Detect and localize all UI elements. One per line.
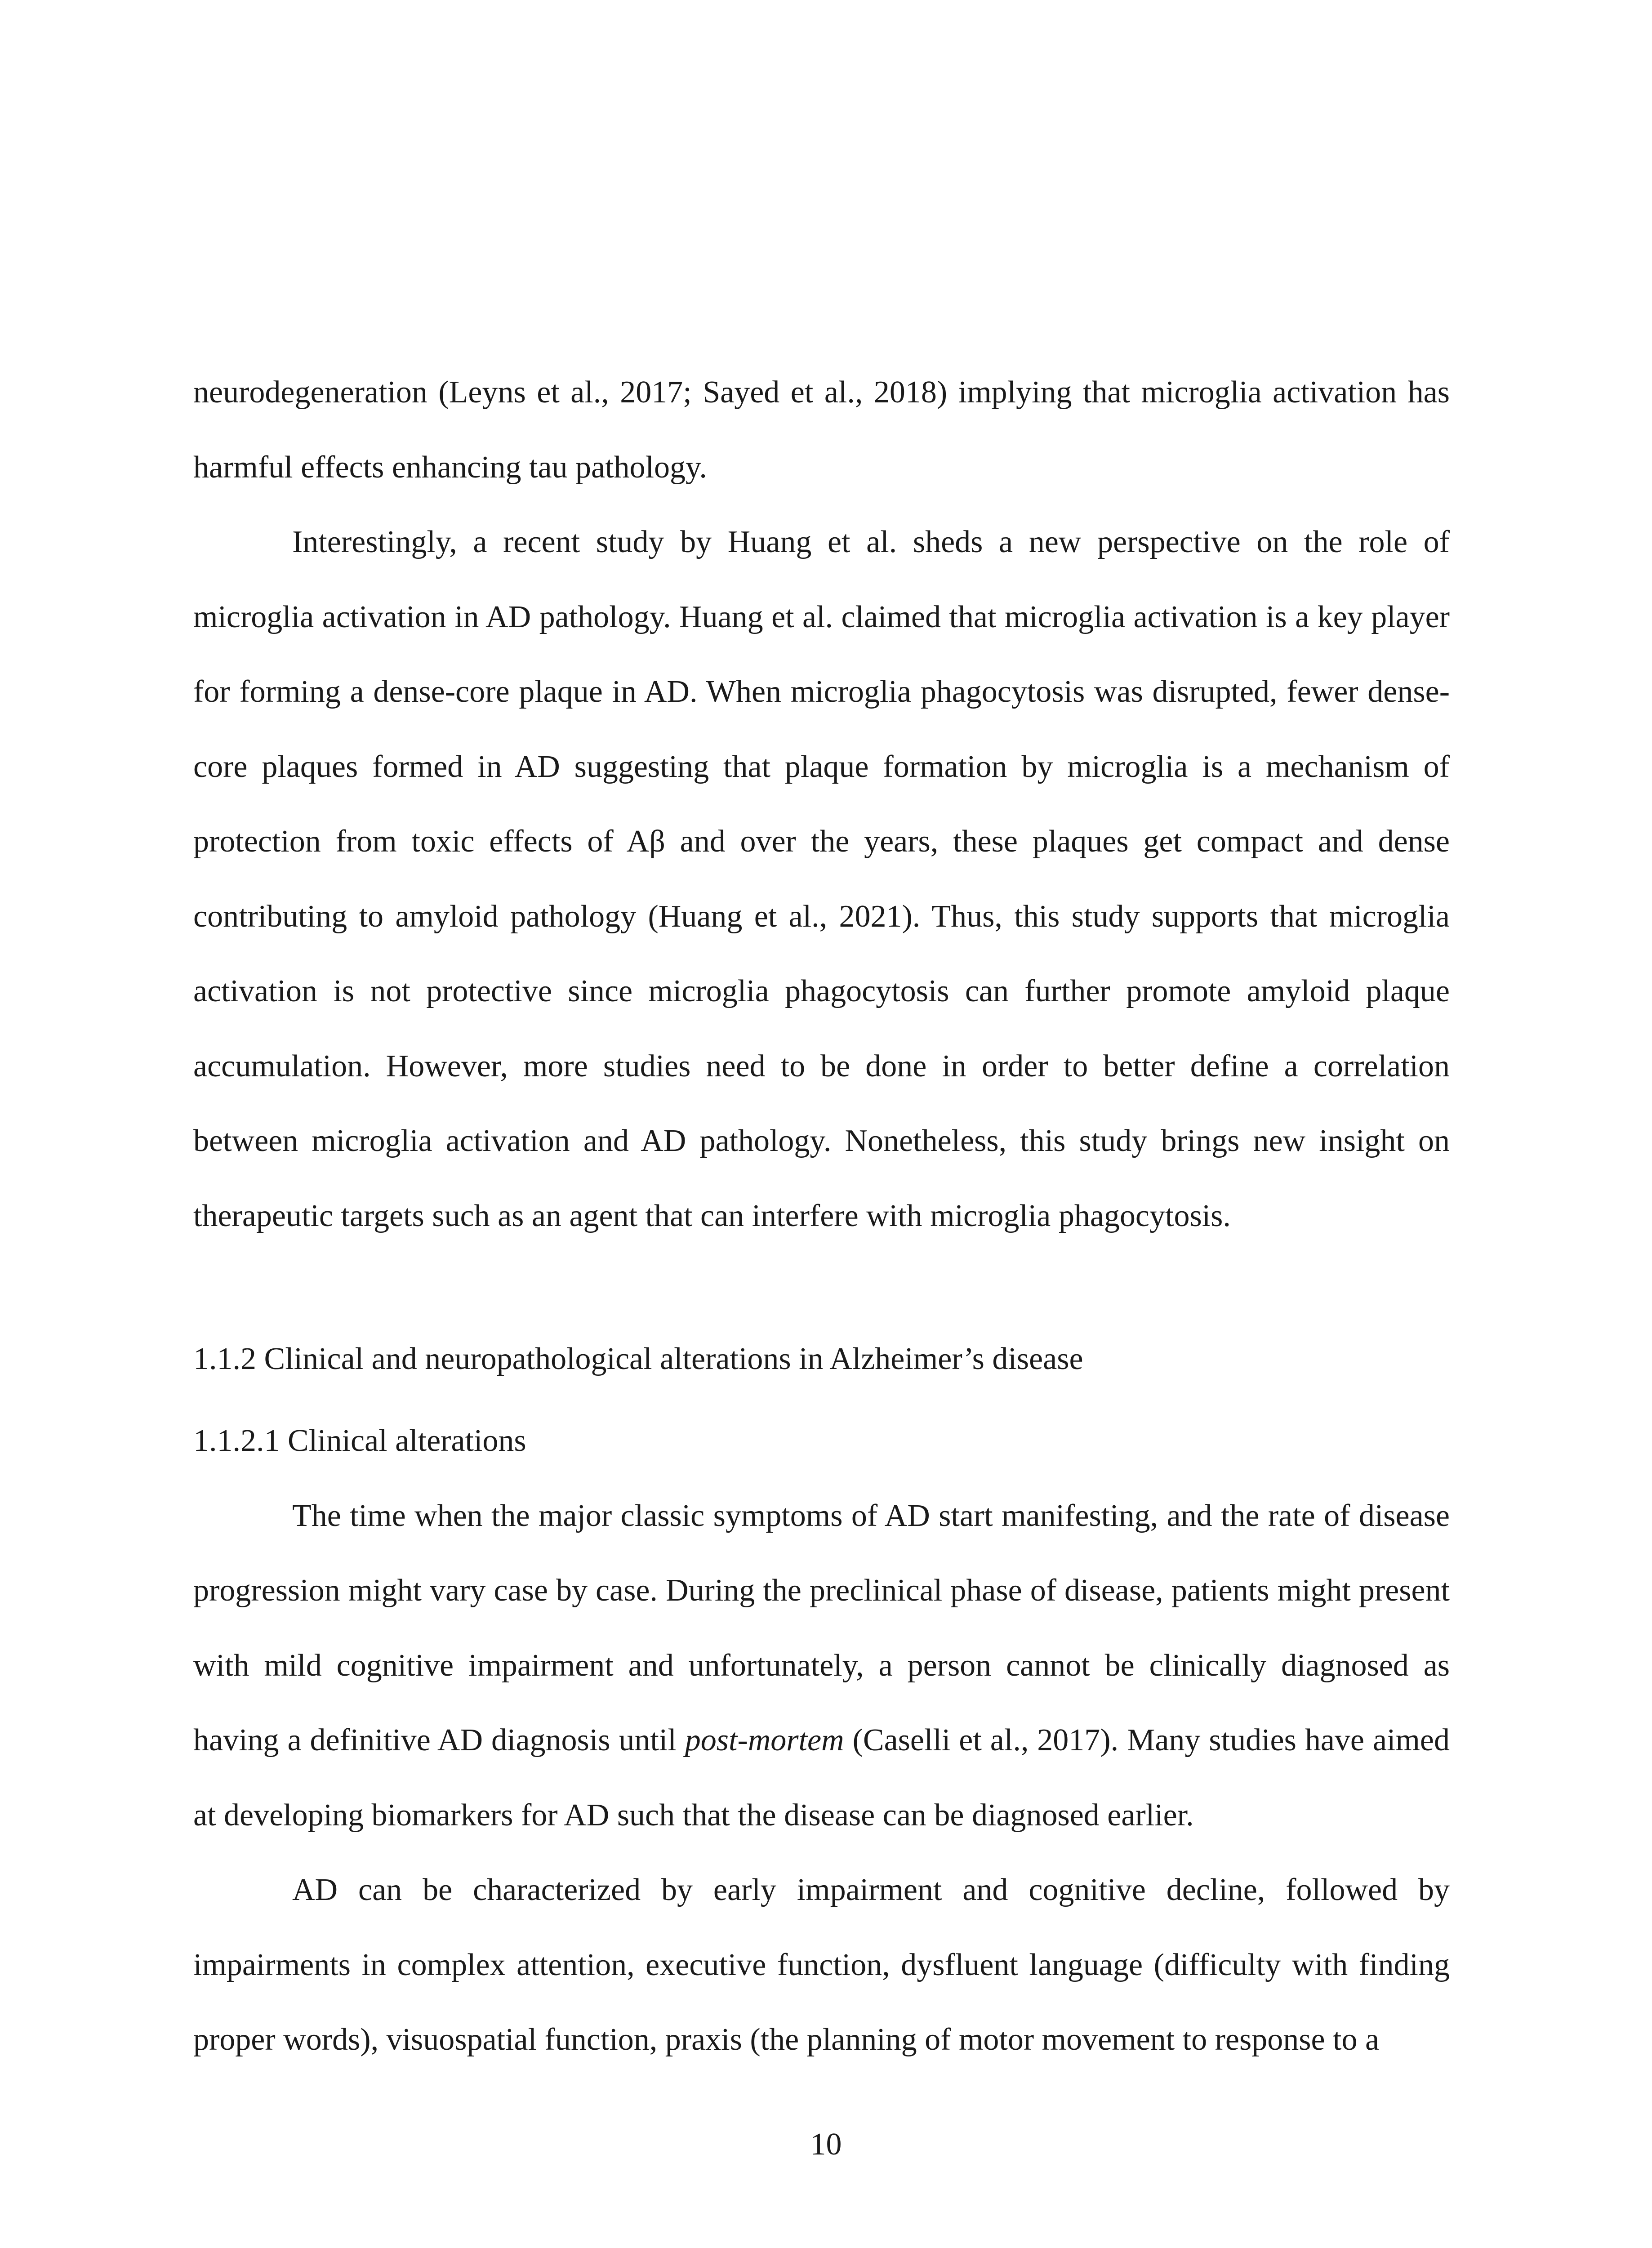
paragraph-ad-characterization: AD can be characterized by early impairment and cognitive decline, followed by impairments in complex attention, executive function, dysfluent language (difficulty with finding proper words), visuospatial function, praxis (the planning of motor movement to response to a — [193, 1873, 1450, 2057]
subsection-heading: 1.1.2.1 Clinical alterations — [193, 1423, 526, 1458]
paragraph-clinical-alterations — [193, 1479, 1450, 1853]
subsection-block — [193, 1404, 1450, 2078]
paragraph-microglia-study: Interestingly, a recent study by Huang et al. sheds a new perspective on the role of microglia activation in AD pathology. Huang et al. claimed that microglia activation is a key player for forming a dense-core plaque in AD. When microglia phagocytosis was disrupted, fewer dense-core plaques formed in AD suggesting that plaque formation by microglia is a mechanism of protection from toxic effects of Aβ and over the years, these plaques get compact and dense contributing to amyloid pathology (Huang et al., 2021). Thus, this study supports that microglia activation is not protective since microglia phagocytosis can further promote amyloid plaque accumulation. However, more studies need to be done in order to better define a correlation between microglia activation and AD pathology. Nonetheless, this study brings new insight on therapeutic targets such as an agent that can interfere with microglia phagocytosis. — [193, 525, 1450, 1233]
body-text-top — [193, 355, 1450, 1253]
paragraph-clinical-text-2: (Caselli et al., 2017). Many studies have aimed at developing biomarkers for AD such that the disease can be diagnosed earlier. — [193, 1723, 1450, 1833]
section-heading: 1.1.2 Clinical and neuropathological alterations in Alzheimer’s disease — [193, 1342, 1083, 1376]
italic-post-mortem: post-mortem — [685, 1723, 844, 1757]
section-block — [193, 1322, 1450, 1397]
paragraph-continuation: neurodegeneration (Leyns et al., 2017; Sayed et al., 2018) implying that microglia activation has harmful effects enhancing tau pathology. — [193, 375, 1450, 485]
paragraph-clinical-text-1: The time when the major classic symptoms of AD start manifesting, and the rate of disease progression might vary case by case. During the preclinical phase of disease, patients might present with mild cognitive impairment and unfortunately, a person cannot be clinically diagnosed as having a definitive AD diagnosis until — [193, 1498, 1450, 1757]
page-number: 10 — [810, 2127, 842, 2162]
